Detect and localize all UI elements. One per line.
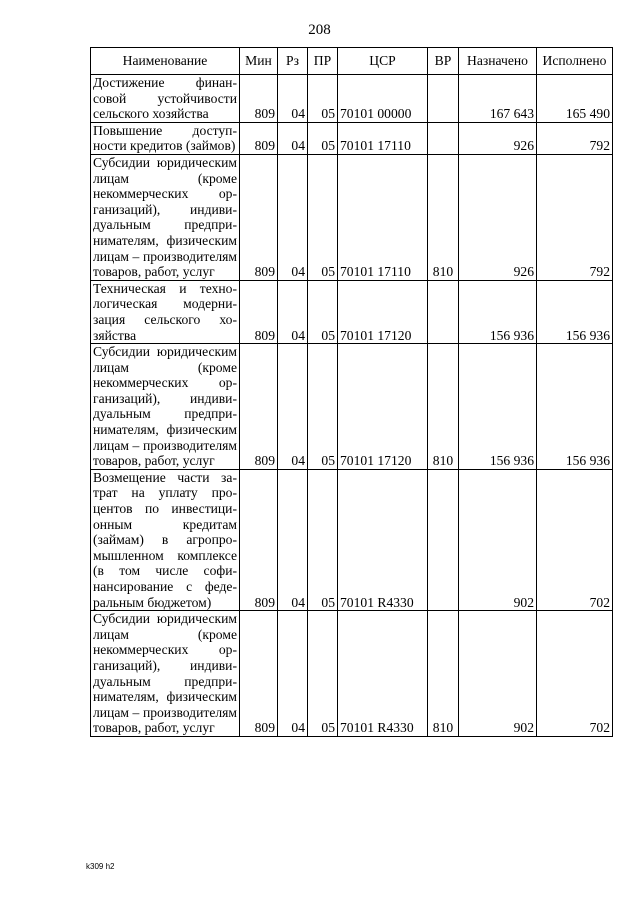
row-vr <box>428 469 459 610</box>
table-row <box>91 469 613 610</box>
table-row <box>91 280 613 343</box>
row-name: Возмещение части затрат на уплату процентов по инвестиционным кредитам (займам) в агропромышленном комплексе (в том числе софинансирование с федеральным бюджетом) <box>91 469 240 610</box>
header-pr: ПР <box>308 48 338 75</box>
row-name: Субсидии юридическим лицам (кроме некоммерческих организаций), индивидуальным предпринимателям, физическим лицам – производителям товаров, работ, услуг <box>91 344 240 470</box>
budget-table <box>90 47 613 737</box>
row-pr: 05 <box>308 154 338 280</box>
row-min: 809 <box>240 611 278 737</box>
row-csr: 70101 R4330 <box>338 469 428 610</box>
header-name: Наименование <box>91 48 240 75</box>
row-planned: 926 <box>459 122 537 154</box>
header-min: Мин <box>240 48 278 75</box>
row-pr: 05 <box>308 611 338 737</box>
row-vr: 810 <box>428 344 459 470</box>
row-rz: 04 <box>278 122 308 154</box>
row-name: Субсидии юридическим лицам (кроме некоммерческих организаций), индивидуальным предпринимателям, физическим лицам – производителям товаров, работ, услуг <box>91 154 240 280</box>
header-vr: ВР <box>428 48 459 75</box>
table-row <box>91 154 613 280</box>
row-name: Субсидии юридическим лицам (кроме некоммерческих организаций), индивидуальным предпринимателям, физическим лицам – производителям товаров, работ, услуг <box>91 611 240 737</box>
row-pr: 05 <box>308 122 338 154</box>
row-vr <box>428 75 459 123</box>
row-min: 809 <box>240 280 278 343</box>
row-executed: 792 <box>537 122 613 154</box>
row-csr: 70101 R4330 <box>338 611 428 737</box>
row-rz: 04 <box>278 344 308 470</box>
table-row <box>91 75 613 123</box>
row-csr: 70101 17110 <box>338 122 428 154</box>
table-header-row <box>91 48 613 75</box>
row-min: 809 <box>240 344 278 470</box>
row-pr: 05 <box>308 75 338 123</box>
row-name: Достижение финансовой устойчивости сельского хозяйства <box>91 75 240 123</box>
row-csr: 70101 17120 <box>338 280 428 343</box>
row-executed: 702 <box>537 469 613 610</box>
row-min: 809 <box>240 122 278 154</box>
row-vr <box>428 280 459 343</box>
row-pr: 05 <box>308 344 338 470</box>
row-planned: 902 <box>459 469 537 610</box>
page-number: 208 <box>308 22 331 38</box>
table-row <box>91 344 613 470</box>
header-planned: Назначено <box>459 48 537 75</box>
row-planned: 156 936 <box>459 280 537 343</box>
row-vr: 810 <box>428 611 459 737</box>
row-name: Повышение доступности кредитов (займов) <box>91 122 240 154</box>
row-csr: 70101 00000 <box>338 75 428 123</box>
row-min: 809 <box>240 154 278 280</box>
row-pr: 05 <box>308 469 338 610</box>
row-vr <box>428 122 459 154</box>
row-planned: 167 643 <box>459 75 537 123</box>
row-planned: 926 <box>459 154 537 280</box>
row-executed: 156 936 <box>537 280 613 343</box>
row-executed: 156 936 <box>537 344 613 470</box>
row-executed: 792 <box>537 154 613 280</box>
table-row <box>91 611 613 737</box>
row-rz: 04 <box>278 469 308 610</box>
row-csr: 70101 17110 <box>338 154 428 280</box>
header-csr: ЦСР <box>338 48 428 75</box>
row-executed: 165 490 <box>537 75 613 123</box>
table-row <box>91 122 613 154</box>
row-rz: 04 <box>278 611 308 737</box>
header-executed: Исполнено <box>537 48 613 75</box>
footer-code: k309 h2 <box>86 862 115 871</box>
header-rz: Рз <box>278 48 308 75</box>
row-name: Техническая и технологическая модернизация сельского хозяйства <box>91 280 240 343</box>
row-pr: 05 <box>308 280 338 343</box>
row-min: 809 <box>240 75 278 123</box>
row-rz: 04 <box>278 280 308 343</box>
row-min: 809 <box>240 469 278 610</box>
row-executed: 702 <box>537 611 613 737</box>
row-csr: 70101 17120 <box>338 344 428 470</box>
row-vr: 810 <box>428 154 459 280</box>
row-rz: 04 <box>278 154 308 280</box>
row-planned: 156 936 <box>459 344 537 470</box>
row-rz: 04 <box>278 75 308 123</box>
row-planned: 902 <box>459 611 537 737</box>
